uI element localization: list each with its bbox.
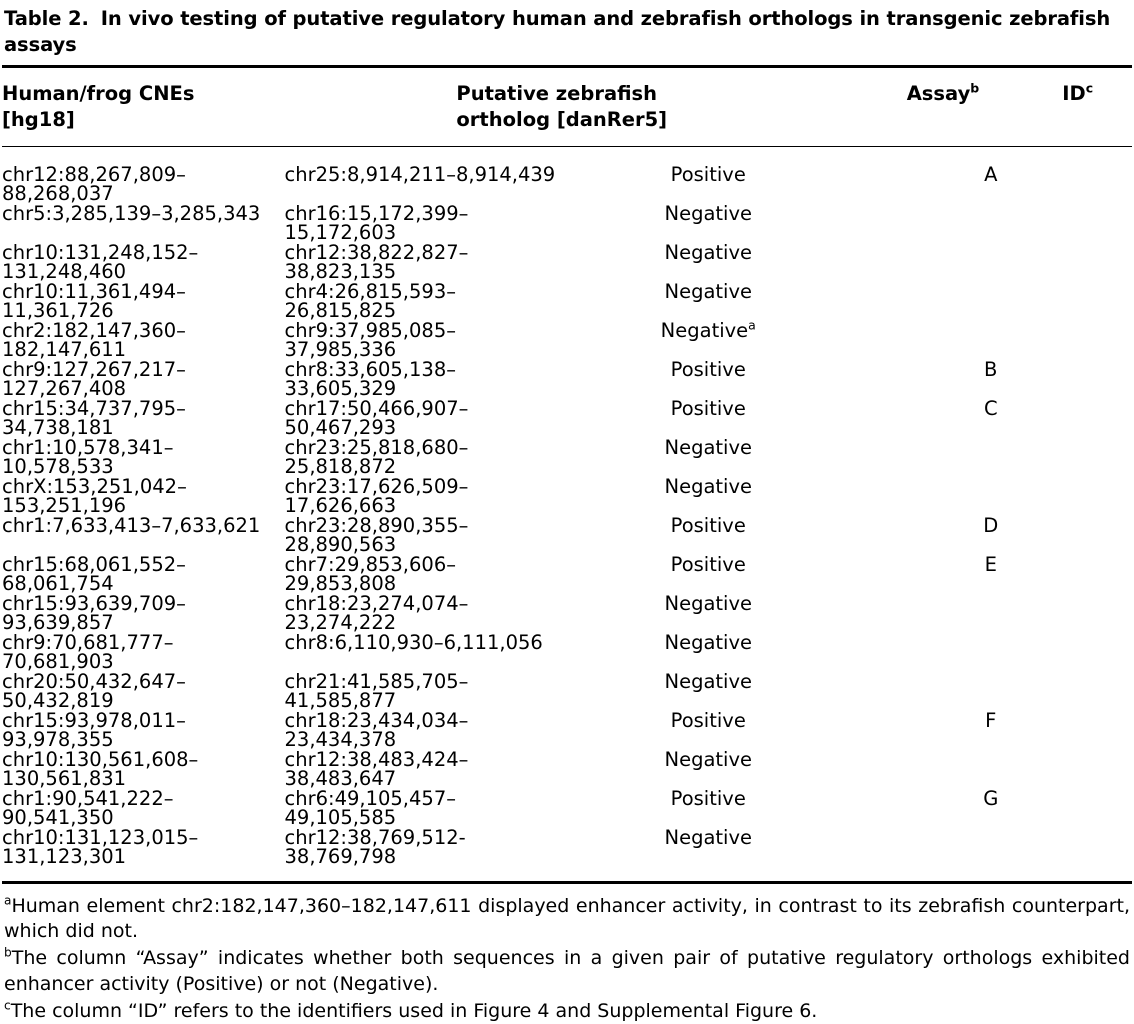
cell-human-cne: chr1:90,541,222–90,541,350 (2, 786, 174, 830)
cell-id: C (983, 396, 998, 420)
footnote (4, 946, 1130, 997)
cell-assay (567, 708, 850, 750)
cell-assay (567, 357, 850, 399)
cell-id (850, 321, 1133, 360)
table-row (2, 789, 1132, 828)
table-head (2, 68, 1132, 145)
table-row (2, 438, 1132, 477)
footnote (4, 999, 1130, 1024)
cell-zebrafish-ortholog: chr18:23,274,074–23,274,222 (284, 591, 469, 635)
cell-assay (567, 201, 850, 243)
cell-id: G (983, 786, 999, 810)
cell-id (850, 828, 1133, 881)
cell-human-cne: chr1:10,578,341–10,578,533 (2, 435, 174, 479)
cell-zebrafish-ortholog: chr21:41,585,705–41,585,877 (284, 669, 469, 713)
footnote (4, 894, 1130, 945)
table-body (2, 147, 1132, 881)
cell-assay-text: Positive (670, 708, 746, 732)
cell-human-cne: chr9:127,267,217–127,267,408 (2, 357, 186, 401)
table-row (2, 360, 1132, 399)
cell-human-cne: chrX:153,251,042–153,251,196 (2, 474, 187, 518)
cell-assay-text: Negative (664, 591, 752, 615)
cell-human-cne: chr9:70,681,777–70,681,903 (2, 630, 174, 674)
cell-zebrafish-ortholog: chr7:29,853,606–29,853,808 (284, 552, 456, 596)
cell-zebrafish-ortholog: chr23:17,626,509–17,626,663 (284, 474, 469, 518)
cell-assay-text: Negative (664, 279, 752, 303)
cell-zebrafish-ortholog: chr17:50,466,907–50,467,293 (284, 396, 469, 440)
cell-assay (567, 435, 850, 477)
cell-id: D (983, 513, 999, 537)
table-row (2, 711, 1132, 750)
cell-assay (567, 825, 850, 881)
column-header-id-text: ID (1062, 82, 1086, 106)
table-row (2, 204, 1132, 243)
cell-assay-footnote-marker: a (748, 317, 756, 333)
table-row (2, 672, 1132, 711)
cell-assay-text: Positive (670, 357, 746, 381)
cell-zebrafish-ortholog: chr4:26,815,593–26,815,825 (284, 279, 456, 323)
cell-id: A (984, 162, 998, 186)
cell-zebrafish-ortholog: chr18:23,434,034–23,434,378 (284, 708, 469, 752)
cell-assay (567, 474, 850, 516)
cell-assay-text: Positive (670, 786, 746, 810)
cell-zebrafish-ortholog: chr12:38,483,424–38,483,647 (284, 747, 469, 791)
footnote-text: Human element chr2:182,147,360–182,147,611 displayed enhancer activity, in contrast to its zebrafish counterpart, which did not. (4, 894, 1130, 943)
column-header-human-cnes (2, 68, 456, 145)
table-row (2, 321, 1132, 360)
cell-human-cne: chr15:93,978,011–93,978,355 (2, 708, 186, 752)
column-header-assay-footnote-marker: b (970, 80, 980, 96)
cell-zebrafish-ortholog: chr12:38,769,512-38,769,798 (284, 825, 466, 869)
cell-zebrafish-ortholog: chr23:25,818,680–25,818,872 (284, 435, 469, 479)
cell-zebrafish-ortholog: chr16:15,172,399–15,172,603 (284, 201, 469, 245)
header-row (2, 68, 1132, 145)
cell-assay (567, 591, 850, 633)
cell-human-cne: chr20:50,432,647–50,432,819 (2, 669, 186, 713)
column-header-zebrafish-ortholog-line2: ortholog [danRer5] (456, 108, 668, 132)
table-caption (2, 0, 1132, 65)
cell-human-cne: chr5:3,285,139–3,285,343 (2, 201, 261, 225)
cell-assay (567, 552, 850, 594)
cell-assay (567, 513, 850, 555)
cell-human-cne: chr1:7,633,413–7,633,621 (2, 513, 261, 537)
cell-zebrafish-ortholog: chr25:8,914,211–8,914,439 (284, 162, 556, 186)
cell-human-cne: chr10:131,248,152–131,248,460 (2, 240, 199, 284)
cell-zebrafish-ortholog: chr6:49,105,457–49,105,585 (284, 786, 456, 830)
cell-assay (567, 396, 850, 438)
footnotes (2, 884, 1132, 1024)
results-table-body (2, 147, 1132, 881)
cell-id (850, 477, 1133, 516)
footnote-marker: c (4, 998, 11, 1013)
cell-assay (567, 147, 850, 204)
cell-human-cne: chr10:130,561,608–130,561,831 (2, 747, 199, 791)
cell-assay-text: Negative (664, 474, 752, 498)
table-row (2, 555, 1132, 594)
column-header-assay (863, 68, 1024, 145)
cell-assay-text: Negative (664, 747, 752, 771)
cell-human-cne: chr15:68,061,552–68,061,754 (2, 552, 186, 596)
footnote-text: The column “ID” refers to the identifiers used in Figure 4 and Supplemental Figure 6. (10, 1000, 818, 1022)
table-row (2, 750, 1132, 789)
cell-assay-text: Positive (670, 552, 746, 576)
cell-zebrafish-ortholog: chr8:6,110,930–6,111,056 (284, 630, 543, 654)
cell-assay-text: Positive (670, 513, 746, 537)
cell-zebrafish-ortholog: chr9:37,985,085–37,985,336 (284, 318, 456, 362)
cell-human-cne: chr15:34,737,795–34,738,181 (2, 396, 186, 440)
cell-assay-text: Negative (664, 630, 752, 654)
cell-id: E (984, 552, 997, 576)
cell-human-cne: chr2:182,147,360–182,147,611 (2, 318, 186, 362)
cell-human-cne: chr12:88,267,809–88,268,037 (2, 162, 186, 206)
results-table (2, 68, 1132, 145)
table-row (2, 633, 1132, 672)
table-row (2, 399, 1132, 438)
table-caption-text: In vivo testing of putative regulatory human and zebrafish orthologs in transgenic zebrafish assays (4, 7, 1111, 56)
table-row (2, 516, 1132, 555)
cell-id (850, 438, 1133, 477)
cell-id (850, 243, 1133, 282)
cell-id (850, 633, 1133, 672)
cell-id: F (985, 708, 997, 732)
cell-assay-text: Positive (670, 396, 746, 420)
cell-assay-text: Negative (664, 825, 752, 849)
cell-id (850, 750, 1133, 789)
cell-id (850, 204, 1133, 243)
cell-zebrafish-ortholog: chr8:33,605,138–33,605,329 (284, 357, 456, 401)
table-number: Table 2. (4, 7, 89, 30)
cell-human-cne: chr10:131,123,015–131,123,301 (2, 825, 199, 869)
cell-assay-text: Positive (670, 162, 746, 186)
footnote-text: The column “Assay” indicates whether both sequences in a given pair of putative regulatory orthologs exhibited enhancer activity (Positive) or not (Negative). (4, 947, 1130, 995)
cell-assay-text: Negative (664, 435, 752, 459)
cell-assay (567, 240, 850, 282)
cell-assay-text: Negative (664, 201, 752, 225)
cell-assay (567, 279, 850, 321)
footnote-marker: b (4, 946, 12, 961)
cell-assay (567, 317, 850, 360)
cell-id (850, 282, 1133, 321)
cell-id (850, 672, 1133, 711)
cell-zebrafish-ortholog: chr23:28,890,355–28,890,563 (284, 513, 469, 557)
column-header-id (1023, 68, 1132, 145)
column-header-human-cnes-line2: [hg18] (2, 108, 75, 132)
column-header-zebrafish-ortholog-line1: Putative zebrafish (456, 82, 658, 106)
column-header-id-footnote-marker: c (1085, 80, 1094, 96)
cell-assay (567, 630, 850, 672)
cell-assay-text: Negative (660, 318, 749, 342)
cell-assay-text: Negative (664, 240, 752, 264)
table-row (2, 243, 1132, 282)
table-row (2, 282, 1132, 321)
table-row (2, 594, 1132, 633)
column-header-zebrafish-ortholog (456, 68, 862, 145)
cell-zebrafish-ortholog: chr12:38,822,827–38,823,135 (284, 240, 469, 284)
column-header-assay-text: Assay (906, 82, 971, 106)
table-row (2, 147, 1132, 204)
cell-assay (567, 669, 850, 711)
footnote-marker: a (4, 893, 12, 908)
cell-human-cne: chr15:93,639,709–93,639,857 (2, 591, 186, 635)
column-header-human-cnes-line1: Human/frog CNEs (2, 82, 195, 106)
table-row (2, 828, 1132, 881)
cell-id (850, 594, 1133, 633)
cell-assay (567, 747, 850, 789)
cell-assay-text: Negative (664, 669, 752, 693)
cell-assay (567, 786, 850, 828)
cell-id: B (984, 357, 998, 381)
table-row (2, 477, 1132, 516)
cell-human-cne: chr10:11,361,494–11,361,726 (2, 279, 186, 323)
